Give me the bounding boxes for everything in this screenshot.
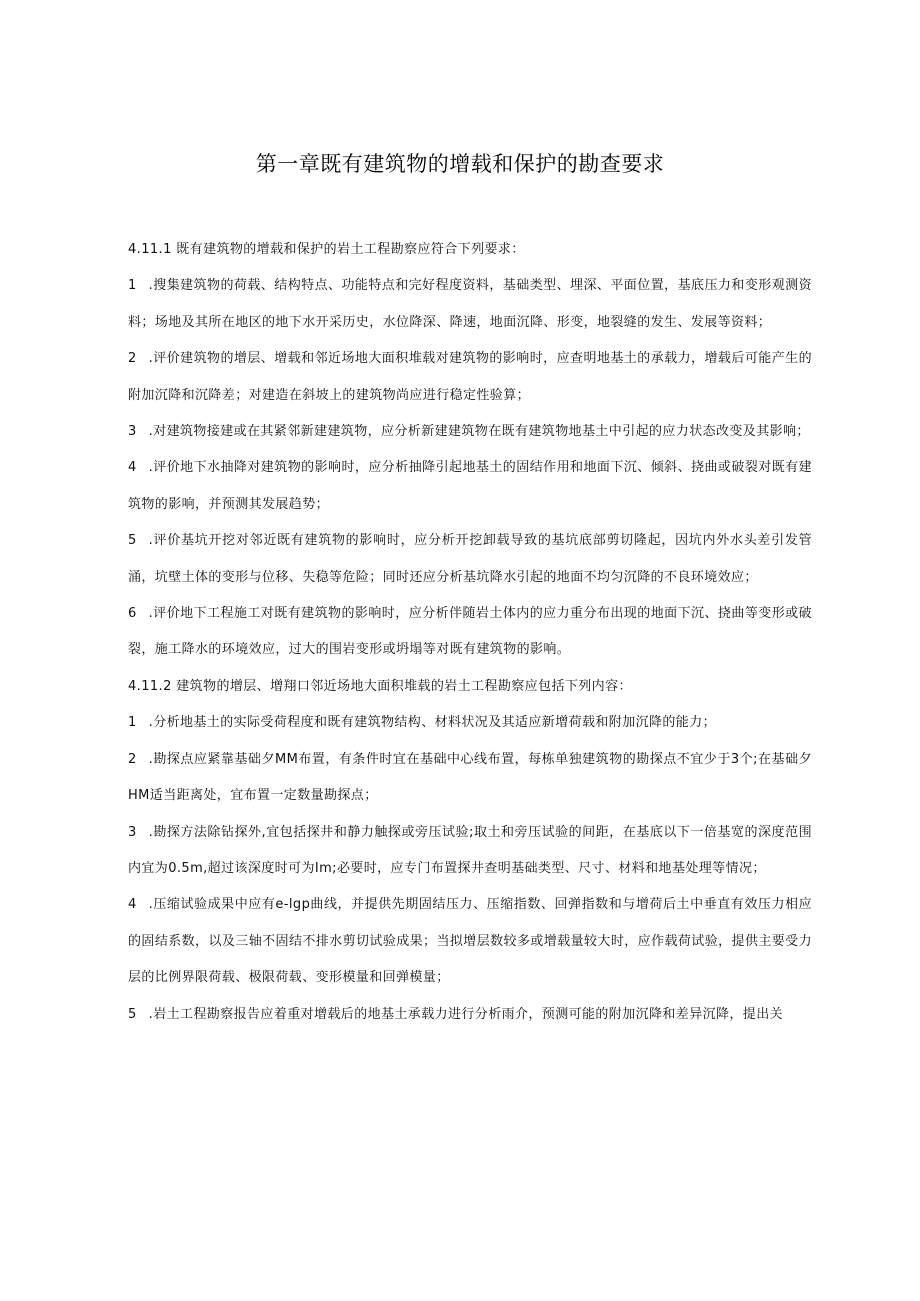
list-item <box>128 742 812 815</box>
item-number: 2 <box>128 351 137 367</box>
item-number: 1 <box>128 278 137 294</box>
item-text: .勘探方法除钻探外,宜包括探井和静力触探或旁压试验;取土和旁压试验的间距，在基底以下一倍基宽的深度范围内宜为0.5m,超过该深度时可为Im;必要时，应专门布置探井查明基础类型、尺寸、材料和地基处理等情况； <box>128 824 812 876</box>
document-body <box>128 232 812 1033</box>
list-item <box>128 997 812 1033</box>
item-text: .评价地下水抽降对建筑物的影响时，应分析抽降引起地基土的固结作用和地面下沉、倾斜、挠曲或破裂对既有建筑物的影响，并预测其发展趋势； <box>128 460 812 512</box>
list-item <box>128 268 812 341</box>
page-title: 第一章既有建筑物的增载和保护的勘查要求 <box>255 152 665 176</box>
list-item <box>128 341 812 414</box>
list-item <box>128 705 812 741</box>
item-number: 2 <box>128 751 137 767</box>
list-item <box>128 887 812 996</box>
item-text: .压缩试验成果中应有e-lgp曲线，并提供先期固结压力、压缩指数、回弹指数和与增荷后土中垂直有效压力相应的固结系数，以及三轴不固结不排水剪切试验成果；当拟增层数较多或增载量较大时，应作载荷试验，提供主要受力层的比例界限荷载、极限荷载、变形模量和回弹模量； <box>128 897 812 986</box>
item-number: 1 <box>128 715 137 731</box>
list-item <box>128 815 812 888</box>
item-text: .评价基坑开挖对邻近既有建筑物的影响时，应分析开挖卸载导致的基坑底部剪切隆起，因坑内外水头差引发管涌，坑壁土体的变形与位移、失稳等危险；同时还应分析基坑降水引起的地面不均匀沉降的不良环境效应； <box>128 533 812 585</box>
item-number: 3 <box>128 424 137 440</box>
item-text: .分析地基土的实际受荷程度和既有建筑物结构、材料状况及其适应新增荷载和附加沉降的能力； <box>148 715 717 731</box>
item-text: .岩土工程勘察报告应着重对增载后的地基土承载力进行分析雨介，预测可能的附加沉降和差异沉降，提出关 <box>148 1006 784 1022</box>
list-item <box>128 450 812 523</box>
item-number: 4 <box>128 460 137 476</box>
section-intro: 4.11.2 建筑物的增层、增翔口邻近场地大面积堆载的岩土工程勘察应包括下列内容： <box>128 678 632 694</box>
item-text: .勘探点应紧靠基础夕MM布置，有条件时宜在基础中心线布置，每栋单独建筑物的勘探点不宜少于3个;在基础夕HM适当距离处，宜布置一定数量勘探点； <box>128 751 812 804</box>
section-intro: 4.11.1 既有建筑物的增载和保护的岩土工程勘察应符合下列要求： <box>128 242 525 257</box>
item-text: .对建筑物接建或在其紧邻新建建筑物，应分析新建建筑物在既有建筑物地基土中引起的应力状态改变及其影响； <box>148 424 810 440</box>
list-item <box>128 414 812 450</box>
item-text: .评价建筑物的增层、增载和邻近场地大面积堆载对建筑物的影响时，应查明地基土的承载力，增载后可能产生的附加沉降和沉降差；对建造在斜坡上的建筑物尚应进行稳定性验算； <box>128 351 812 403</box>
item-number: 5 <box>128 533 137 549</box>
list-item <box>128 596 812 669</box>
item-number: 3 <box>128 824 137 840</box>
item-number: 5 <box>128 1006 137 1022</box>
item-text: .搜集建筑物的荷载、结构特点、功能特点和完好程度资料，基础类型、埋深、平面位置，基底压力和变形观测资料；场地及其所在地区的地下水开采历史，水位降深、降速，地面沉降、形变，地裂缝的发生、发展等资料； <box>128 278 812 330</box>
item-number: 4 <box>128 897 137 913</box>
item-number: 6 <box>128 606 137 622</box>
item-text: .评价地下工程施工对既有建筑物的影响时，应分析伴随岩土体内的应力重分布出现的地面下沉、挠曲等变形或破裂，施工降水的环境效应，过大的围岩变形或坍塌等对既有建筑物的影响。 <box>128 606 812 658</box>
list-item <box>128 523 812 596</box>
